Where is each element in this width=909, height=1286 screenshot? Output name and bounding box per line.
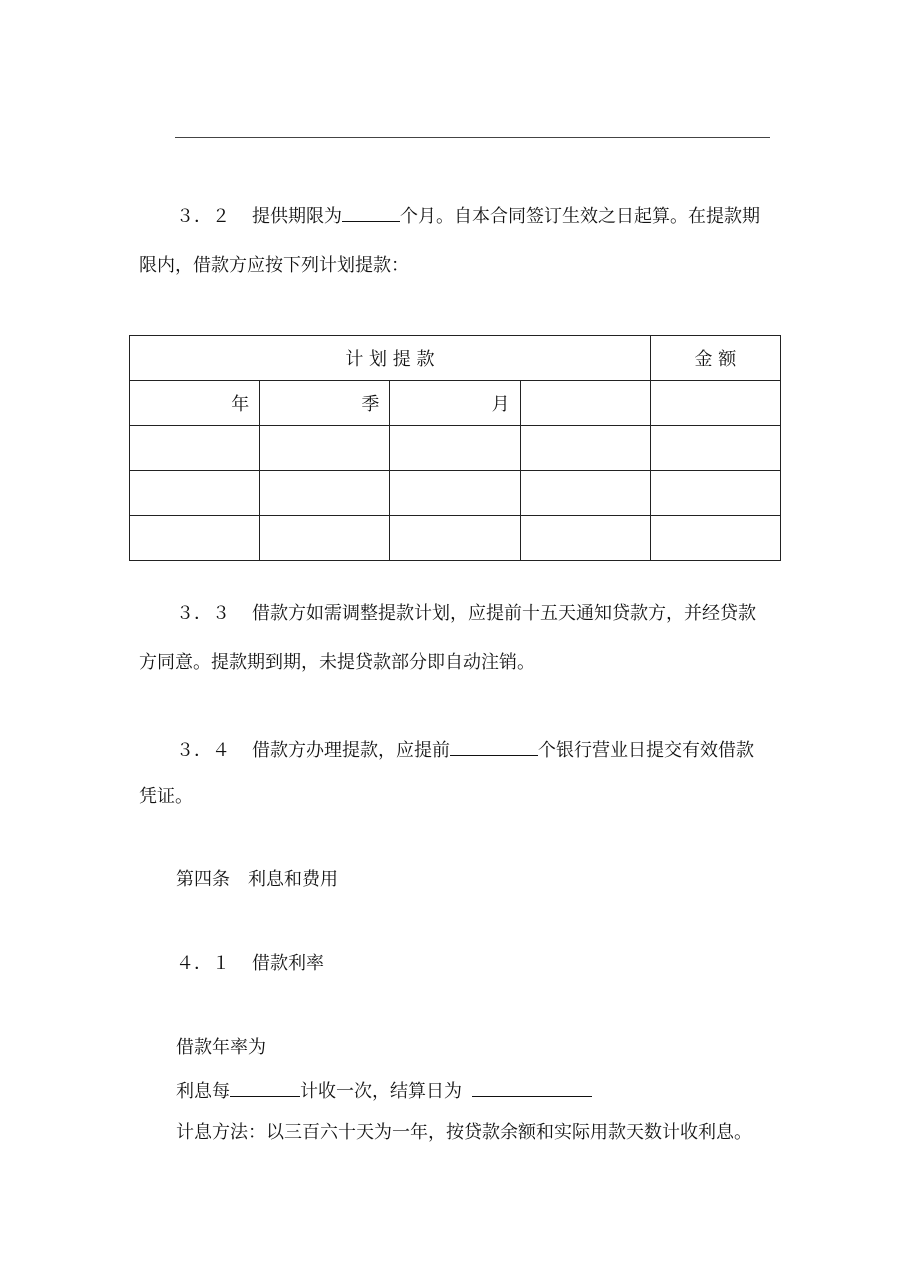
blank-field[interactable] (230, 1078, 300, 1097)
blank-field[interactable] (450, 737, 538, 756)
article-title: 利息和费用 (248, 869, 338, 890)
table-cell[interactable] (390, 426, 520, 471)
section-text: 个银行营业日提交有效借款 (538, 740, 754, 761)
table-row (130, 471, 781, 516)
withdrawal-plan-table (129, 335, 781, 561)
table-row (130, 516, 781, 561)
section-text: 个月。自本合同签订生效之日起算。在提款期 (400, 206, 760, 227)
article-4-heading (176, 868, 338, 892)
header-amount: 金 额 (650, 336, 780, 381)
col-year: 年 (130, 381, 260, 426)
table-cell (650, 381, 780, 426)
blank-field[interactable] (342, 203, 400, 222)
table-cell[interactable] (390, 471, 520, 516)
header-rule (175, 137, 770, 138)
section-3-2-line1 (176, 203, 760, 229)
article-number: 第四条 (176, 869, 230, 890)
section-number: ３．２ (176, 206, 230, 227)
table-cell[interactable] (260, 426, 390, 471)
table-cell[interactable] (520, 426, 650, 471)
interest-method-line: 计息方法：以三百六十天为一年，按贷款余额和实际用款天数计收利息。 (176, 1122, 752, 1143)
table-cell[interactable] (390, 516, 520, 561)
section-text: 提供期限为 (252, 206, 342, 227)
col-month: 月 (390, 381, 520, 426)
interest-text: 利息每 (176, 1081, 230, 1102)
table-cell[interactable] (260, 471, 390, 516)
section-text: 借款方办理提款，应提前 (252, 740, 450, 761)
table-cell[interactable] (650, 471, 780, 516)
table-cell[interactable] (260, 516, 390, 561)
table-cell[interactable] (130, 516, 260, 561)
header-plan: 计 划 提 款 (130, 336, 651, 381)
table-subheader-row (130, 381, 781, 426)
section-number: ３．４ (176, 740, 230, 761)
blank-field[interactable] (472, 1078, 592, 1097)
table-cell[interactable] (520, 471, 650, 516)
table-cell[interactable] (130, 426, 260, 471)
table-cell[interactable] (650, 516, 780, 561)
interest-period-line (176, 1078, 592, 1104)
section-4-1-heading (176, 952, 324, 976)
section-3-4-line2: 凭证。 (139, 786, 193, 807)
section-3-4-line1 (176, 737, 754, 763)
section-number: ４．１ (176, 953, 230, 974)
table-header-row (130, 336, 781, 381)
table-cell[interactable] (130, 471, 260, 516)
section-3-2-line2: 限内，借款方应按下列计划提款： (139, 255, 409, 276)
table-cell[interactable] (650, 426, 780, 471)
col-quarter: 季 (260, 381, 390, 426)
table-cell[interactable] (520, 516, 650, 561)
section-number: ３．３ (176, 603, 230, 624)
section-3-3-line2: 方同意。提款期到期，未提贷款部分即自动注销。 (139, 652, 535, 673)
table-row (130, 426, 781, 471)
table-cell (520, 381, 650, 426)
interest-text: 计收一次，结算日为 (300, 1081, 462, 1102)
section-text: 借款方如需调整提款计划，应提前十五天通知贷款方，并经贷款 (252, 603, 756, 624)
section-title: 借款利率 (252, 953, 324, 974)
section-3-3-line1 (176, 602, 756, 626)
annual-rate-line: 借款年率为 (176, 1037, 266, 1058)
